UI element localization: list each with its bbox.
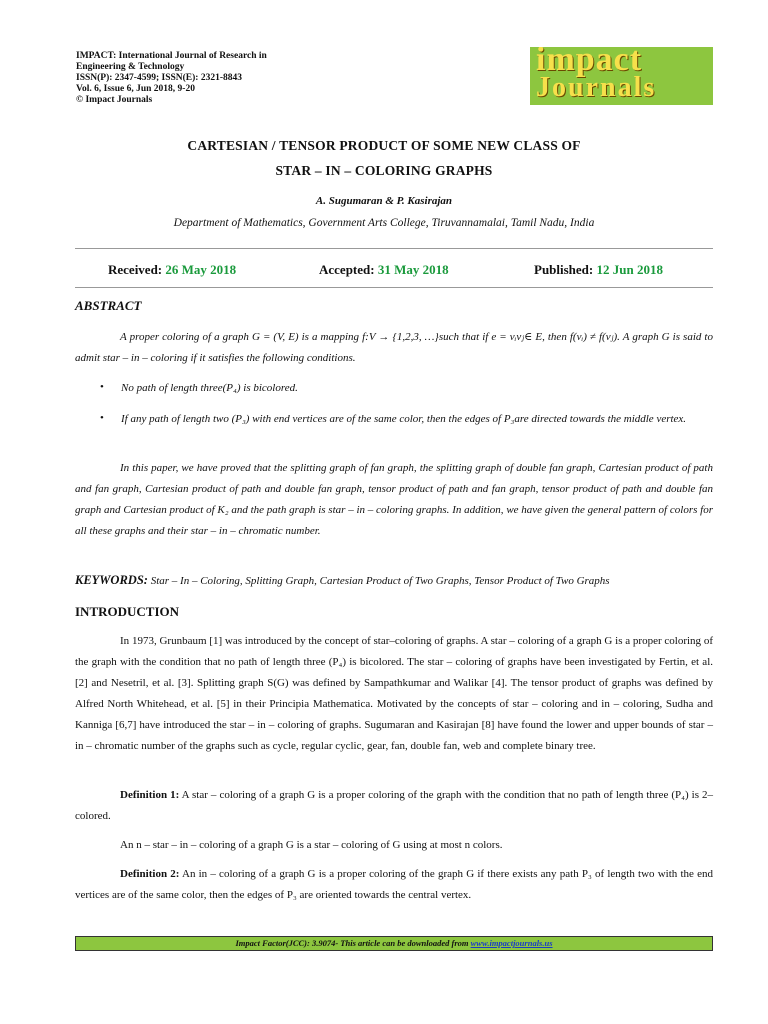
accepted-label: Accepted: xyxy=(319,262,375,277)
bullet-icon: • xyxy=(100,381,104,393)
published-value: 12 Jun 2018 xyxy=(596,262,663,277)
journal-line: © Impact Journals xyxy=(76,95,153,105)
footer-bar xyxy=(75,936,713,951)
definition-1-note: An n – star – in – coloring of a graph G is a star – coloring of G using at most n colors. xyxy=(120,839,503,851)
journal-line: Vol. 6, Issue 6, Jun 2018, 9-20 xyxy=(76,84,195,94)
keywords-label: KEYWORDS: xyxy=(75,573,148,587)
received-value: 26 May 2018 xyxy=(165,262,237,277)
abstract-bullet-2: If any path of length two (P₃) with end vertices are of the same color, then the edges of P₃are directed towards the middle vertex. xyxy=(121,413,687,425)
logo-bottom-text: Journals xyxy=(536,72,657,103)
bullet-icon: • xyxy=(100,412,104,424)
footer-link[interactable]: www.impactjournals.us xyxy=(470,938,553,948)
definition-1 xyxy=(75,785,713,827)
received-date xyxy=(108,262,236,278)
footer-text: Impact Factor(JCC): 3.9074- This article can be downloaded from xyxy=(235,938,471,948)
published-date xyxy=(534,262,663,278)
keywords xyxy=(75,573,610,588)
abstract-bullet-1: No path of length three(P₄) is bicolored. xyxy=(121,382,298,394)
received-label: Received: xyxy=(108,262,163,277)
journal-line: ISSN(P): 2347-4599; ISSN(E): 2321-8843 xyxy=(76,73,242,83)
definition-2-text: An in – coloring of a graph G is a proper coloring of the graph G if there exists any path P₃ of length two with the end vertices are of the same color, then the edges of P₃ are oriented towards the central vertex. xyxy=(75,868,713,901)
definition-1-label: Definition 1: xyxy=(120,789,180,801)
journal-line: Engineering & Technology xyxy=(76,62,185,72)
abstract-paragraph-1: A proper coloring of a graph G = (V, E) is a mapping f:V → {1,2,3, …}such that if e = vᵢvⱼ∈ E, then f(vᵢ) ≠ f(vⱼ). A graph G is said to admit star – in – coloring if it satisfies the following conditions. xyxy=(75,331,713,364)
journal-info xyxy=(76,51,336,106)
divider-bottom xyxy=(75,287,713,288)
abstract-heading: ABSTRACT xyxy=(75,298,142,313)
logo-top-text: impact xyxy=(536,47,643,78)
definition-1-text: A star – coloring of a graph G is a proper coloring of the graph with the condition that no path of length three (P₄) is 2–colored. xyxy=(75,789,713,822)
published-label: Published: xyxy=(534,262,594,277)
accepted-date xyxy=(319,262,449,278)
definition-2 xyxy=(75,864,713,906)
paper-title-line-1: CARTESIAN / TENSOR PRODUCT OF SOME NEW CLASS OF xyxy=(187,138,581,153)
paper-authors: A. Sugumaran & P. Kasirajan xyxy=(315,195,453,207)
abstract-paragraph-2: In this paper, we have proved that the splitting graph of fan graph, the splitting graph of double fan graph, Cartesian product of path and fan graph, Cartesian product of path and double fan graph, tensor product of path and fan graph, tensor product of path and double fan graph and Cartesian product of K₂ and the path graph is star – in – coloring graphs. In addition, we have given the general pattern of colors for all these graphs and their star – in – chromatic number. xyxy=(75,462,713,537)
keywords-text: Star – In – Coloring, Splitting Graph, Cartesian Product of Two Graphs, Tensor Product of Two Graphs xyxy=(150,575,610,587)
paper-title-line-2: STAR – IN – COLORING GRAPHS xyxy=(275,163,493,178)
paper-department: Department of Mathematics, Government Arts College, Tiruvannamalai, Tamil Nadu, India xyxy=(173,217,595,229)
journal-line: IMPACT: International Journal of Research in xyxy=(76,51,267,61)
definition-2-label: Definition 2: xyxy=(120,868,180,880)
impact-journals-logo xyxy=(530,47,713,105)
accepted-value: 31 May 2018 xyxy=(377,262,449,277)
introduction-heading: INTRODUCTION xyxy=(75,604,180,619)
introduction-paragraph: In 1973, Grunbaum [1] was introduced by the concept of star–coloring of graphs. A star – coloring of a graph G is a proper coloring of the graph with the condition that no path of length three (P₄) is bicolored. The star – coloring of graphs have been investigated by Fertin, et al. [2] and Nesetril, et al. [3]. Splitting graph S(G) was defined by Sampathkumar and Walikar [4]. The tensor product of graphs was defined by Alfred North Whitehead, et al. [5] in their Principia Mathematica. Motivated by the concepts of star – coloring and in – coloring, Sudha and Kanniga [6,7] have introduced the star – in – coloring of graphs. Sugumaran and Kasirajan [8] have found the lower and upper bounds of star – in – chromatic number of the graphs such as cycle, regular cyclic, gear, fan, double fan, web and complete binary tree. xyxy=(75,635,713,752)
divider-top xyxy=(75,248,713,249)
